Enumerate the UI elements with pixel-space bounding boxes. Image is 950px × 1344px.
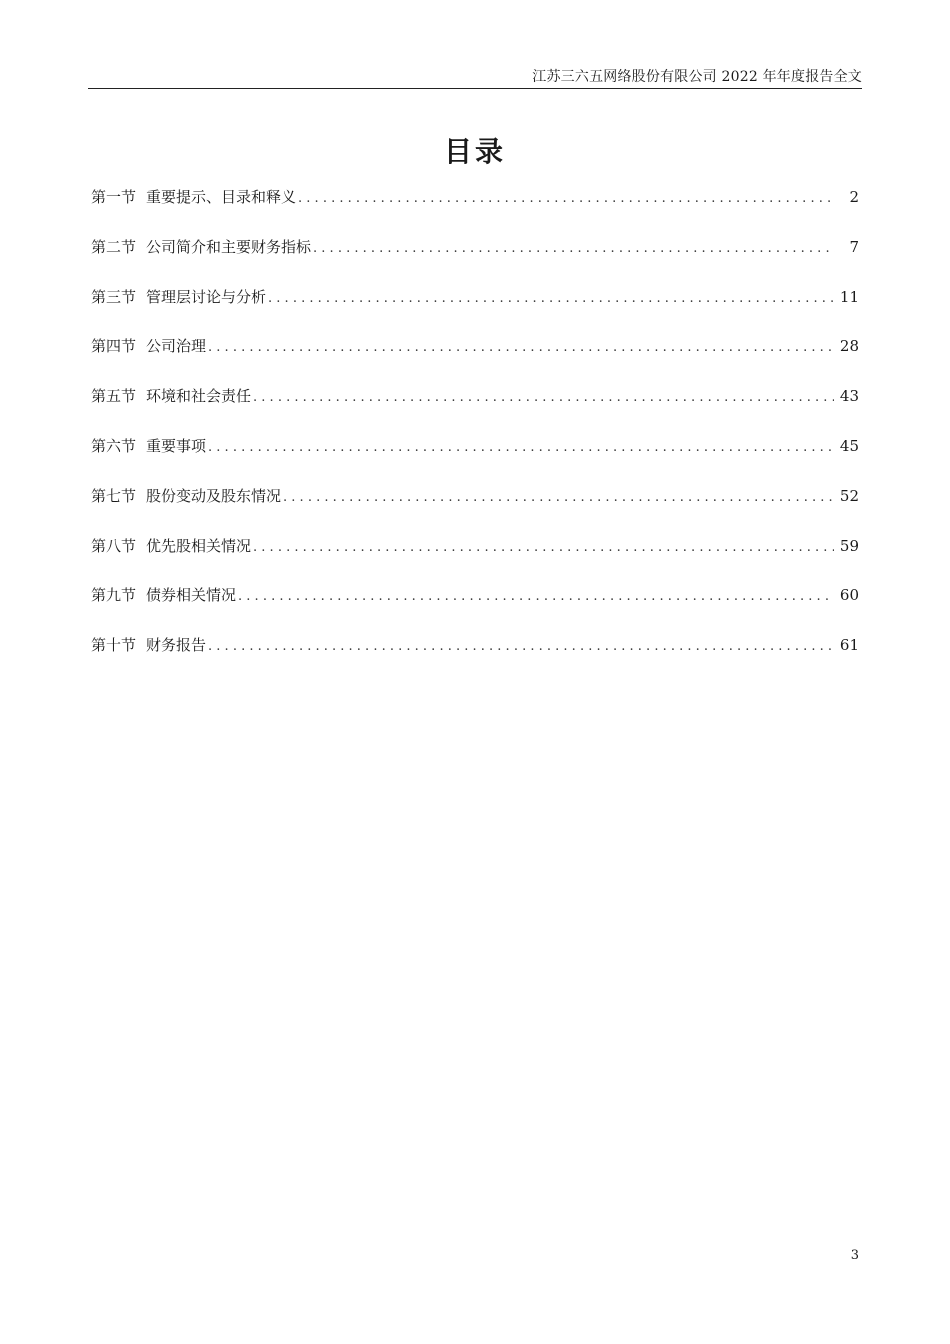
toc-leader-dots	[238, 589, 834, 604]
toc-section-number: 第七节	[91, 486, 137, 505]
toc-section-name: 环境和社会责任	[146, 387, 252, 406]
toc-section-number: 第五节	[91, 387, 137, 406]
toc-section-number: 第十节	[91, 636, 137, 655]
toc-page-number: 52	[839, 486, 859, 505]
toc-leader-dots	[208, 440, 834, 455]
toc-entry[interactable]	[91, 236, 859, 286]
toc-leader-dots	[208, 639, 834, 654]
toc-leader-dots	[253, 390, 834, 405]
toc-entry[interactable]	[91, 335, 859, 385]
toc-section-name: 重要事项	[146, 436, 207, 455]
toc-section-name: 债券相关情况	[146, 586, 237, 605]
toc-page-number: 61	[839, 636, 859, 655]
toc-section-number: 第六节	[91, 436, 137, 455]
toc-page-number: 59	[839, 536, 859, 555]
toc-section-number: 第四节	[91, 337, 137, 356]
toc-entry[interactable]	[91, 535, 859, 585]
toc-section-number: 第三节	[91, 287, 137, 306]
toc-section-name: 公司简介和主要财务指标	[146, 237, 312, 256]
toc-entry[interactable]	[91, 186, 859, 236]
toc-page-number: 45	[839, 436, 859, 455]
toc-section-number: 第二节	[91, 237, 137, 256]
toc-entry[interactable]	[91, 385, 859, 435]
toc-page-number: 7	[849, 237, 859, 256]
toc-entry[interactable]	[91, 286, 859, 336]
document-header: 江苏三六五网络股份有限公司 2022 年年度报告全文	[532, 69, 862, 85]
toc-section-number: 第八节	[91, 536, 137, 555]
toc-leader-dots	[208, 340, 834, 355]
toc-title: 目录	[443, 135, 506, 168]
toc-entry[interactable]	[91, 634, 859, 684]
toc-leader-dots	[253, 540, 834, 555]
header-rule	[88, 88, 862, 89]
toc-leader-dots	[298, 191, 835, 206]
toc-section-number: 第九节	[91, 586, 137, 605]
toc-section-name: 公司治理	[146, 337, 207, 356]
toc-section-name: 管理层讨论与分析	[146, 287, 267, 306]
toc-section-name: 股份变动及股东情况	[146, 486, 282, 505]
toc-section-number: 第一节	[91, 188, 137, 206]
table-of-contents	[91, 186, 859, 684]
toc-page-number: 28	[839, 337, 859, 356]
toc-page-number: 11	[839, 287, 859, 306]
toc-page-number: 43	[839, 387, 859, 406]
toc-entry[interactable]	[91, 584, 859, 634]
toc-section-name: 优先股相关情况	[146, 536, 252, 555]
toc-page-number: 2	[849, 188, 859, 206]
toc-entry[interactable]	[91, 435, 859, 485]
toc-leader-dots	[283, 490, 834, 505]
toc-leader-dots	[313, 241, 835, 256]
page-number: 3	[850, 1248, 859, 1263]
toc-page-number: 60	[839, 586, 859, 605]
toc-entry[interactable]	[91, 485, 859, 535]
toc-leader-dots	[268, 291, 834, 306]
toc-section-name: 重要提示、目录和释义	[146, 188, 297, 206]
toc-section-name: 财务报告	[146, 636, 207, 655]
